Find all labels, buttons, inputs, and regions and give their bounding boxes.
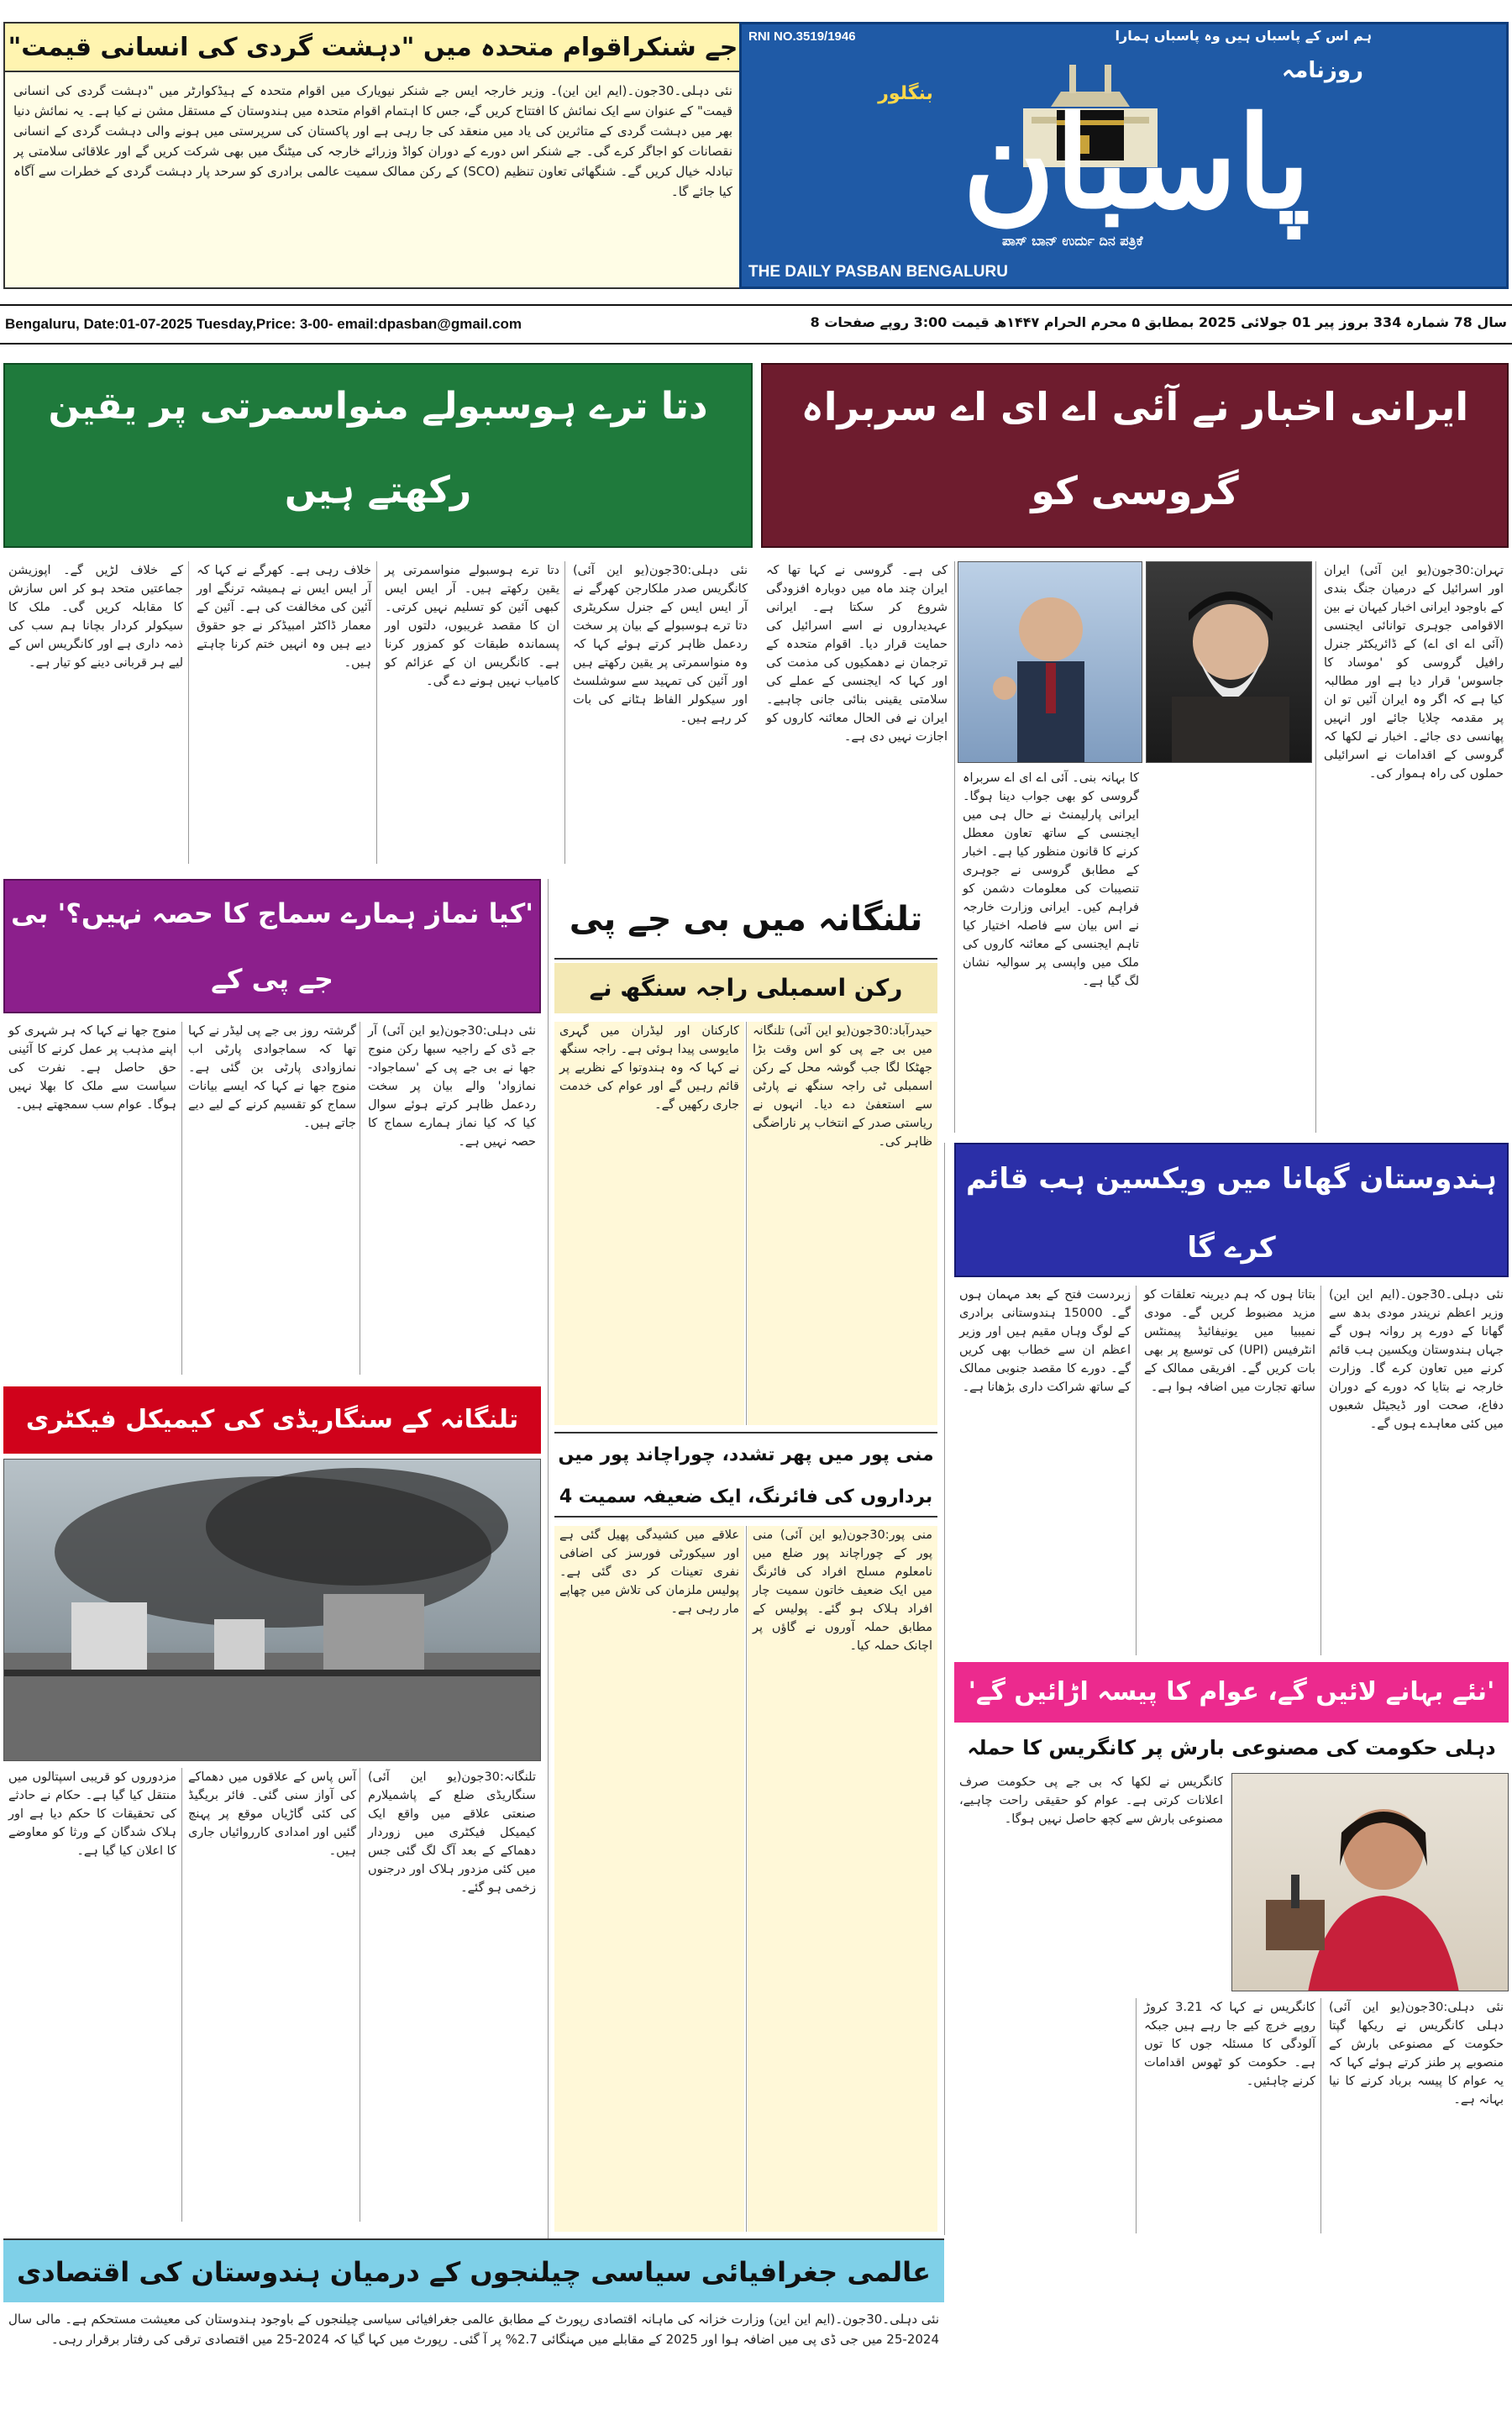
blast-headline-box	[3, 1386, 541, 1454]
masthead-box	[739, 22, 1509, 289]
iran-headline-line2	[763, 533, 1507, 548]
blast-col2: آس پاس کے علاقوں میں دھماکے کی آواز سنی گئی۔ فائر بریگیڈ کی کئی گاڑیاں موقع پر پہنچ گئیں اور امدادی کارروائیاں جاری ہیں۔	[188, 1770, 356, 1858]
vaccine-col1: نئی دہلی۔30جون۔(ایم این این) وزیر اعظم نریندر مودی بدھ سے گھانا کے دورے پر روانہ ہوں گے جہاں ہندوستان ویکسین ہب قائم کرنے میں تعاون کرے گا۔ وزارت خارجہ نے بتایا کہ دورے کے دوران دفاع، صحت اور ڈیجیٹل شعبوں میں کئی معاہدے ہوں گے۔	[1329, 1288, 1504, 1431]
iran-col2: کا بہانہ بنی۔ آئی اے ای اے سربراہ گروسی کو بھی جواب دینا ہوگا۔ ایرانی پارلیمنٹ نے حال ہی میں ایجنسی کے ساتھ تعاون معطل کرنے کا قانون منظور کیا ہے۔ اخبار کے مطابق گروسی نے جوہری تنصیبات کی معلومات دشمن کو فراہم کیں۔ ایرانی وزارت خارجہ نے اس بیان سے فاصلہ اختیار کیا تاہم ایجنسی کے معائنہ کاروں کی ملک میں واپسی پر سوالیہ نشان لگ گیا ہے۔	[963, 771, 1139, 988]
kharge-col4: کے خلاف لڑیں گے۔ اپوزیشن جماعتیں متحد ہو کر اس سازش کا مقابلہ کریں گی۔ ملک کا سیکولر کردار بچانا ہم سب کی ذمہ داری ہے اور کانگریس اس کے لیے ہر قربانی دینے کو تیار ہے۔	[8, 564, 183, 670]
kharge-col3: خلاف رہی ہے۔ کھرگے نے کہا کہ آر ایس ایس نے ہمیشہ ترنگے اور آئین کی مخالفت کی ہے۔ آئین کے معمار ڈاکٹر امبیڈکر نے جو حقوق دیے ہیں وہ انہیں ختم کرنا چاہتے ہیں۔	[197, 564, 371, 670]
kharge-headline-line1: دتا ترے ہوسبولے منواسمرتی پر یقین رکھتے ہیں	[48, 385, 708, 512]
namaz-headline-line1: 'کیا نماز ہمارے سماج کا حصہ نہیں؟' بی جے پی کے	[10, 897, 534, 995]
kharge-col1: نئی دہلی:30جون(یو این آئی) کانگریس صدر ملکارجن کھرگے نے آر ایس ایس کے جنرل سکریٹری دتا ترے ہوسبولے کے بیان پر سخت ردعمل ظاہر کرتے ہوئے کہا کہ وہ منواسمرتی پر یقین رکھتے ہیں اور آئین کی تمہید سے سوشلسٹ اور سیکولر الفاظ ہٹانے کی بات کر رہے ہیں۔	[573, 564, 748, 725]
top-story-body: نئی دہلی۔30جون۔(ایم این این)۔ وزیر خارجہ ایس جے شنکر نیویارک میں اقوام متحدہ کے ہیڈکوارٹر میں "دہشت گردی کی انسانی قیمت" کے عنوان سے ایک نمائش کا افتتاح کریں گے، جس کا اہتمام اقوام متحدہ میں ہندوستان کے مستقل مشن نے کیا ہے۔ یہ نمائش دنیا بھر میں دہشت گردی کے متاثرین کی یاد میں منعقد کی جا رہی ہے اور پاکستان کی سرپرستی میں ہونے والی دہشت گردی کے انسانی نقصانات کو اجاگر کرے گی۔ جے شنکر اس دورے کے دوران کواڈ وزرائے خارجہ کی میٹنگ میں بھی شرکت کریں گے اور علاقائی سلامتی پر تبادلہ خیال کریں گے۔ شنگھائی تعاون تنظیم (SCO) کے رکن ممالک سمیت عالمی برادری کو سرحد پار دہشت گردی کے خطرات سے آگاہ کیا جائے گا۔	[13, 83, 732, 199]
vaccine-headline-box	[954, 1143, 1509, 1277]
telangana-bjp-subhead: رکن اسمبلی راجہ سنگھ نے	[554, 963, 937, 1013]
economy-headline-box	[3, 2238, 944, 2302]
delhi-rain-col3: کانگریس نے لکھا کہ بی جے پی حکومت صرف اعلانات کرتی ہے۔ عوام کو حقیقی راحت چاہیے، مصنوعی بارش سے کچھ حاصل نہیں ہوگا۔	[959, 1775, 1223, 1826]
dateline-rule-top	[0, 304, 1512, 306]
english-name: THE DAILY PASBAN BENGALURU	[748, 263, 1008, 281]
khamenei-photo	[1146, 561, 1312, 763]
namaz-col1: نئی دہلی:30جون(یو این آئی) آر جے ڈی کے راجیہ سبھا رکن منوج جھا نے بی جے پی کے 'سماجواد-نمازواد' والے بیان پر سخت ردعمل ظاہر کرتے ہوئے سوال کیا کہ کیا نماز ہمارے سماج کا حصہ نہیں ہے۔	[368, 1024, 536, 1149]
blast-col1: تلنگانہ:30جون(یو این آئی) سنگاریڈی ضلع کے پاشمیلارم صنعتی علاقے میں واقع ایک کیمیکل فیکٹری میں زوردار دھماکے کے بعد آگ لگ گئی جس میں کئی مزدور ہلاک اور درجنوں زخمی ہو گئے۔	[368, 1770, 536, 1895]
manipur-headline: منی پور میں پھر تشدد، چوراچاند پور میں	[554, 1432, 937, 1476]
delhi-rain-col1: نئی دہلی:30جون(یو این آئی) دہلی کانگریس نے ریکھا گپتا حکومت کے مصنوعی بارش کے منصوبے پر طنز کرتے ہوئے کہا کہ یہ عوام کا پیسہ برباد کرنے کا نیا بہانہ ہے۔	[1329, 2001, 1504, 2107]
vaccine-headline-line1: ہندوستان گھانا میں ویکسین ہب قائم کرے گا	[965, 1162, 1498, 1265]
iran-headline-line1: ایرانی اخبار نے آئی اے ای اے سربراہ گروسی کو	[801, 384, 1469, 513]
delhi-rain-col2: کانگریس نے کہا کہ 3.21 کروڑ روپے خرچ کیے جا رہے ہیں جبکہ آلودگی کا مسئلہ جوں کا توں ہے۔ حکومت کو ٹھوس اقدامات کرنے چاہئیں۔	[1144, 2001, 1315, 2088]
kharge-headline-box	[3, 363, 753, 548]
namaz-headline-line2	[5, 1012, 539, 1013]
economy-body: نئی دہلی۔30جون۔(ایم این این) وزارت خزانہ کی ماہانہ اقتصادی رپورٹ کے مطابق عالمی جغرافیائی سیاسی چیلنجوں کے باوجود ہندوستان کی معیشت مستحکم ہے۔ مالی سال 2024-25 میں جی ڈی پی میں اضافہ ہوا اور 2025 کے مقابلے میں مہنگائی 2.7% پر آ گئی۔ رپورٹ میں کہا گیا کہ 2024-25 میں اقتصادی ترقی کی رفتار برقرار رہی۔	[8, 2312, 939, 2347]
kharge-col2: دتا ترے ہوسبولے منواسمرتی پر یقین رکھتے ہیں۔ آر ایس ایس کبھی آئین کو تسلیم نہیں کرتی۔ ان کا مقصد غریبوں، دلتوں اور پسماندہ طبقات کو کمزور کرنا ہے۔ کانگریس ان کے عزائم کو کامیاب نہیں ہونے دے گی۔	[385, 564, 559, 688]
masthead-tagline: ہم اس کے پاسباں ہیں وہ پاسباں ہمارا	[1115, 28, 1372, 44]
namaz-col3: منوج جھا نے کہا کہ ہر شہری کو اپنے مذہب پر عمل کرنے کا آئینی حق حاصل ہے۔ نفرت کی سیاست سے ملک کا بھلا نہیں ہوگا۔ عوام سب سمجھتے ہیں۔	[8, 1024, 176, 1112]
city-label: بنگلور	[878, 83, 933, 104]
factory-photo	[3, 1459, 541, 1761]
blast-headline: تلنگانہ کے سنگاریڈی کی کیمیکل فیکٹری	[25, 1405, 519, 1434]
iran-col3: کی ہے۔ گروسی نے کہا تھا کہ ایران چند ماہ میں دوبارہ افزودگی شروع کر سکتا ہے۔ ایرانی عہدیداروں نے اسے اسرائیل کی حمایت قرار دیا۔ اقوام متحدہ کے ترجمان نے دھمکیوں کی مذمت کی اور کہا کہ ایجنسی کے عملے کی سلامتی یقینی بنائی جانی چاہیے۔ ایران نے فی الحال معائنہ کاروں کو اجازت نہیں دی ہے۔	[766, 564, 948, 744]
masthead-title: پاسبان	[962, 89, 1311, 237]
dateline-english: Bengaluru, Date:01-07-2025 Tuesday,Price: 3-00- email:dpasban@gmail.com	[5, 316, 522, 332]
manipur-col2: علاقے میں کشیدگی پھیل گئی ہے اور سیکورٹی فورسز کی اضافی نفری تعینات کر دی گئی ہے۔ پولیس ملزمان کی تلاش میں چھاپے مار رہی ہے۔	[554, 1526, 744, 2232]
namaz-col2: گرشتہ روز بی جے پی لیڈر نے کہا تھا کہ سماجوادی پارٹی اب نمازوادی پارٹی بن گئی ہے۔ منوج جھا نے کہا کہ ایسے بیانات سماج کو تقسیم کرنے کے لیے دیے جاتے ہیں۔	[188, 1024, 356, 1130]
telangana-bjp-col2: کارکنان اور لیڈران میں گہری مایوسی پیدا ہوئی ہے۔ راجہ سنگھ نے کہا کہ وہ ہندوتوا کے نظریے پر قائم رہیں گے اور عوام کی خدمت جاری رکھیں گے۔	[554, 1022, 744, 1425]
kannada-subtitle: ಪಾಸ್ ಬಾನ್ ಉರ್ದು ದಿನ ಪತ್ರಿಕೆ	[1002, 233, 1143, 249]
rekha-gupta-photo	[1231, 1773, 1509, 1991]
delhi-rain-headline-box	[954, 1662, 1509, 1723]
top-story-box	[3, 22, 743, 289]
delhi-rain-subhead: دہلی حکومت کی مصنوعی بارش پر کانگریس کا حملہ	[967, 1736, 1496, 1760]
vaccine-col3: زبردست فتح کے بعد مہمان ہوں گے۔ 15000 ہندوستانی برادری کے لوگ وہاں مقیم ہیں اور وزیر اعظم ان سے خطاب بھی کریں گے۔ دورے کا مقصد جنوبی ممالک کے ساتھ شراکت داری بڑھانا ہے۔	[959, 1288, 1131, 1394]
dateline-urdu: سال 78 شمارہ 334 بروز پیر 01 جولائی 2025 بمطابق ۵ محرم الحرام ۱۴۴۷ھ قیمت 3:00 روپے صفحات 8	[810, 314, 1507, 330]
daily-label: روزنامہ	[1282, 58, 1363, 83]
namaz-headline-box	[3, 879, 541, 1013]
manipur-col1: منی پور:30جون(یو این آئی) منی پور کے چوراچاند پور ضلع میں نامعلوم مسلح افراد کی فائرنگ میں ایک ضعیف خاتون سمیت چار افراد ہلاک ہو گئے۔ پولیس کے مطابق حملہ آوروں نے گاؤں پر اچانک حملہ کیا۔	[748, 1526, 937, 2232]
grossi-photo	[958, 561, 1142, 763]
telangana-bjp-headline: تلنگانہ میں بی جے پی	[554, 879, 937, 960]
iran-headline-box	[761, 363, 1509, 548]
telangana-bjp-col1: حیدرآباد:30جون(یو این آئی) تلنگانہ میں بی جے پی کو اس وقت بڑا جھٹکا لگا جب گوشہ محل کے رکن اسمبلی ٹی راجہ سنگھ نے پارٹی سے استعفیٰ دے دیا۔ انہوں نے ریاستی صدر کے انتخاب پر ناراضگی ظاہر کی۔	[748, 1022, 937, 1425]
blast-col3: مزدوروں کو قریبی اسپتالوں میں منتقل کیا گیا ہے۔ حکام نے حادثے کی تحقیقات کا حکم دیا ہے اور ہلاک شدگان کے ورثا کو معاوضے کا اعلان کیا گیا ہے۔	[8, 1770, 176, 1858]
delhi-rain-headline: 'نئے بہانے لائیں گے، عوام کا پیسہ اڑائیں گے'	[968, 1677, 1495, 1707]
dateline-rule-bottom	[0, 343, 1512, 345]
manipur-subhead: برداروں کی فائرنگ، ایک ضعیفہ سمیت 4	[554, 1477, 937, 1518]
rni-number: RNI NO.3519/1946	[748, 29, 856, 44]
vaccine-col2: بتاتا ہوں کہ ہم دیرینہ تعلقات کو مزید مضبوط کریں گے۔ مودی نمیبیا میں یونیفائیڈ پیمنٹس انٹرفیس (UPI) کی توسیع پر بھی بات کریں گے۔ افریقی ممالک کے ساتھ تجارت میں اضافہ ہوا ہے۔	[1144, 1288, 1315, 1394]
kharge-headline-line2	[5, 533, 751, 548]
economy-headline: عالمی جغرافیائی سیاسی چیلنجوں کے درمیان ہندوستان کی اقتصادی	[16, 2256, 932, 2288]
top-story-headline: جے شنکراقوام متحدہ میں "دہشت گردی کی انسانی قیمت"	[5, 24, 741, 72]
iran-col1: تہران:30جون(یو این آئی) ایران اور اسرائیل کے درمیان جنگ بندی کے باوجود ایرانی اخبار کیہان نے بین الاقوامی جوہری توانائی ایجنسی (آئی اے ای اے) کے ڈائریکٹر جنرل رافیل گروسی کو 'موساد کا جاسوس' قرار دیا ہے اور مطالبہ کیا ہے کہ اگر وہ ایران آئیں تو ان پر مقدمہ چلایا جائے اور انہیں پھانسی دی جائے۔ اخبار نے لکھا کہ گروسی کے اقدامات نے اسرائیلی حملوں کی راہ ہموار کی۔	[1324, 564, 1504, 781]
